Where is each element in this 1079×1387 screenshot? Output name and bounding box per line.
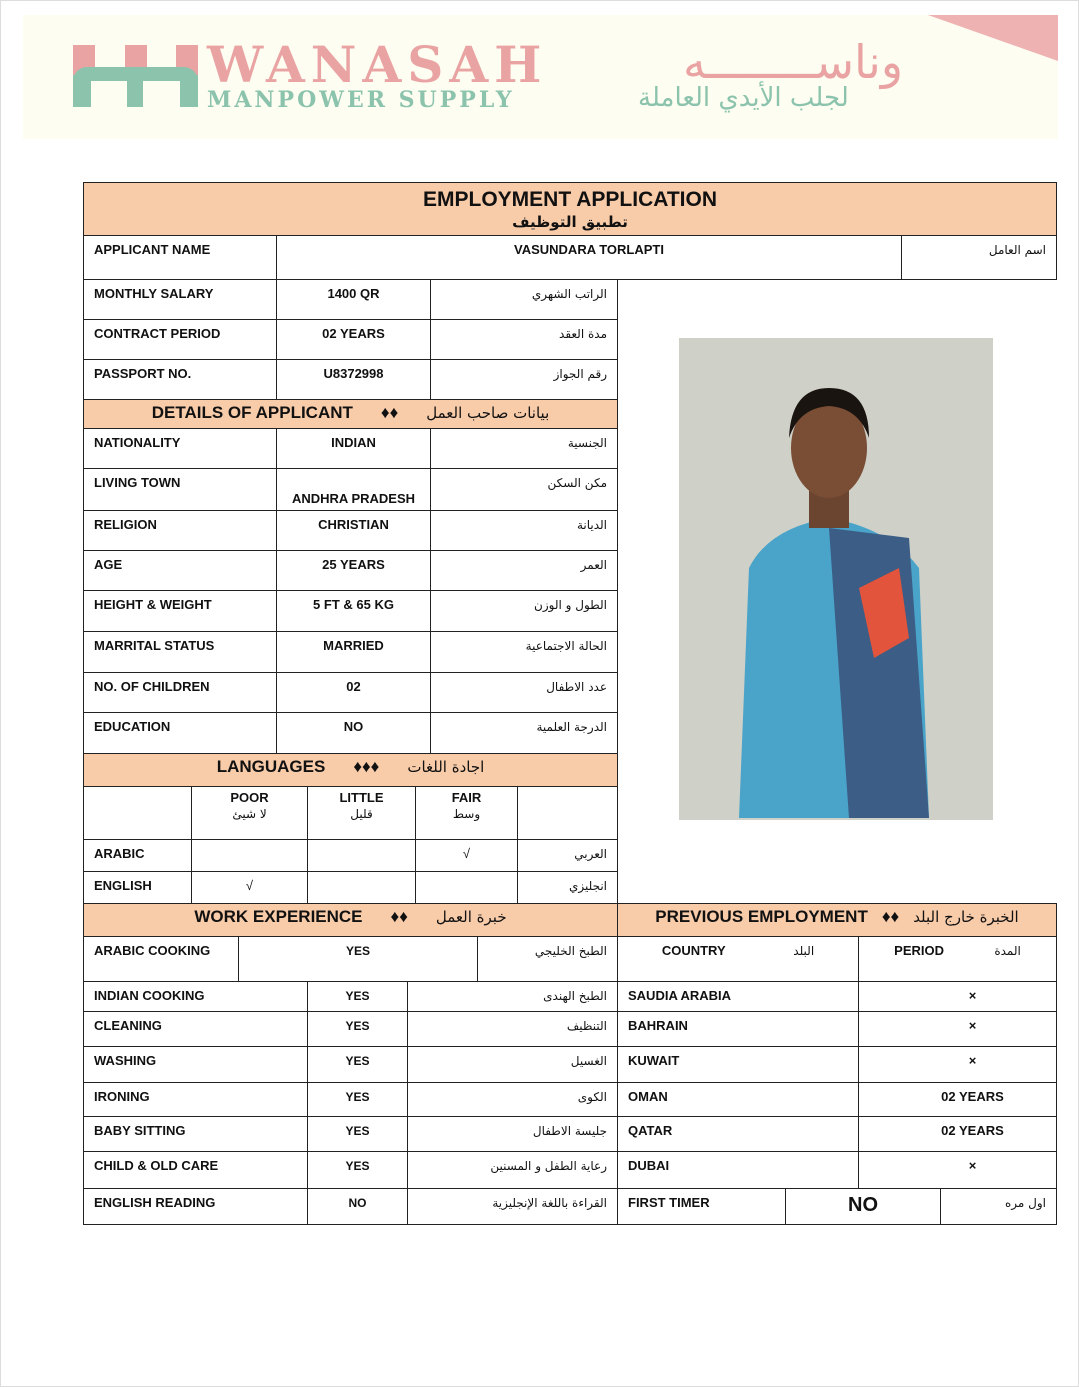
field-value: 5 FT & 65 KG	[276, 590, 431, 632]
work-skill-label-arabic: القراءة باللغة الإنجليزية	[407, 1188, 618, 1225]
country-column-header	[617, 936, 859, 982]
logo-icon	[73, 45, 198, 107]
header-title-arabic: خبرة العمل	[435, 908, 507, 926]
work-skill-label-arabic: رعاية الطفل و المسنين	[407, 1151, 618, 1189]
field-value: NO	[276, 712, 431, 754]
applicant-name-label-arabic: اسم العامل	[901, 235, 1057, 280]
work-skill-label-arabic: الطبخ الهندى	[407, 981, 618, 1012]
header-title-arabic: اجادة اللغات	[407, 758, 485, 776]
field-label: HEIGHT & WEIGHT	[83, 590, 277, 632]
period-label-arabic: المدة	[994, 944, 1021, 958]
work-skill-value: YES	[307, 1151, 408, 1189]
language-name-arabic: العربي	[517, 839, 618, 872]
work-skill-label: CLEANING	[83, 1011, 308, 1047]
field-label: LIVING TOWN	[83, 468, 277, 511]
language-name: ENGLISH	[83, 871, 192, 904]
work-skill-label: WASHING	[83, 1046, 308, 1083]
diamond-icon: ♦♦♦	[353, 757, 380, 776]
work-skill-label-arabic: جليسة الاطفال	[407, 1116, 618, 1152]
work-skill-label: ENGLISH READING	[83, 1188, 308, 1225]
period-column-header	[858, 936, 1057, 982]
field-label-arabic: العمر	[430, 550, 618, 591]
first-timer-label: FIRST TIMER	[617, 1188, 786, 1225]
previous-period: 02 YEARS	[858, 1116, 1057, 1152]
work-skill-value: YES	[307, 1011, 408, 1047]
country-label-arabic: البلد	[793, 944, 815, 958]
work-skill-value: YES	[307, 981, 408, 1012]
field-label: EDUCATION	[83, 712, 277, 754]
level-label: FAIR	[451, 790, 482, 805]
field-label: MARRITAL STATUS	[83, 631, 277, 673]
previous-period: ×	[858, 1011, 1057, 1047]
field-label-arabic: مدة العقد	[430, 319, 618, 360]
first-timer-value: NO	[785, 1188, 941, 1225]
applicant-name-value: VASUNDARA TORLAPTI	[276, 235, 902, 280]
work-skill-label-arabic: الغسيل	[407, 1046, 618, 1083]
header-title: DETAILS OF APPLICANT	[151, 403, 353, 422]
header-title-arabic: بيانات صاحب العمل	[426, 404, 550, 422]
field-value: 25 YEARS	[276, 550, 431, 591]
previous-employment-header	[617, 903, 1057, 937]
previous-country: BAHRAIN	[617, 1011, 859, 1047]
language-level-header	[415, 786, 518, 840]
language-check-poor	[191, 839, 308, 872]
field-label-arabic: الدرجة العلمية	[430, 712, 618, 754]
work-skill-value: YES	[307, 1082, 408, 1117]
previous-period: ×	[858, 981, 1057, 1012]
field-value: ANDHRA PRADESH	[276, 468, 431, 511]
work-skill-label: INDIAN COOKING	[83, 981, 308, 1012]
work-skill-value: YES	[238, 936, 478, 982]
diamond-icon: ♦♦	[390, 907, 408, 926]
previous-country: SAUDIA ARABIA	[617, 981, 859, 1012]
language-check-little	[307, 871, 416, 904]
corner-decoration	[928, 15, 1058, 61]
work-experience-header	[83, 903, 618, 937]
level-label: LITTLE	[339, 790, 384, 805]
field-label: AGE	[83, 550, 277, 591]
work-skill-label: CHILD & OLD CARE	[83, 1151, 308, 1189]
blank-cell	[517, 786, 618, 840]
field-label-arabic: رقم الجواز	[430, 359, 618, 400]
work-skill-label: BABY SITTING	[83, 1116, 308, 1152]
level-label-arabic: لا شيئ	[232, 807, 267, 821]
work-skill-label: IRONING	[83, 1082, 308, 1117]
work-skill-value: YES	[307, 1046, 408, 1083]
language-check-fair: √	[415, 839, 518, 872]
field-value: INDIAN	[276, 428, 431, 469]
applicant-name-label: APPLICANT NAME	[83, 235, 277, 280]
form-title-band	[83, 182, 1057, 236]
language-level-header	[191, 786, 308, 840]
diamond-icon: ♦♦	[380, 403, 399, 422]
previous-country: QATAR	[617, 1116, 859, 1152]
field-value: U8372998	[276, 359, 431, 400]
field-value: 1400 QR	[276, 279, 431, 320]
header-title-arabic: الخبرة خارج البلد	[913, 908, 1019, 926]
language-level-header	[307, 786, 416, 840]
work-skill-value: YES	[307, 1116, 408, 1152]
country-label: COUNTRY	[661, 943, 726, 958]
field-label-arabic: مكن السكن	[430, 468, 618, 511]
field-label-arabic: الطول و الوزن	[430, 590, 618, 632]
previous-country: OMAN	[617, 1082, 859, 1117]
work-skill-label-arabic: الكوى	[407, 1082, 618, 1117]
previous-country: KUWAIT	[617, 1046, 859, 1083]
brand-name-arabic: وناســــــــه	[683, 35, 904, 89]
letterhead-banner	[23, 15, 1058, 139]
form-title: EMPLOYMENT APPLICATION	[423, 188, 717, 211]
field-label-arabic: الراتب الشهري	[430, 279, 618, 320]
level-label-arabic: وسط	[452, 807, 481, 821]
language-check-fair	[415, 871, 518, 904]
languages-section-header	[83, 753, 618, 787]
form-title-arabic: تطبيق التوظيف	[512, 213, 628, 231]
previous-period: ×	[858, 1046, 1057, 1083]
language-name-arabic: انجليزي	[517, 871, 618, 904]
blank-cell	[83, 786, 192, 840]
header-title: PREVIOUS EMPLOYMENT	[655, 907, 868, 926]
field-label-arabic: الحالة الاجتماعية	[430, 631, 618, 673]
diamond-icon: ♦♦	[881, 907, 900, 926]
field-label: CONTRACT PERIOD	[83, 319, 277, 360]
field-label: NO. OF CHILDREN	[83, 672, 277, 713]
field-value: 02 YEARS	[276, 319, 431, 360]
work-skill-label-arabic: الطبخ الخليجي	[477, 936, 618, 982]
field-value: 02	[276, 672, 431, 713]
work-skill-value: NO	[307, 1188, 408, 1225]
period-label: PERIOD	[894, 943, 944, 958]
applicant-photo	[679, 338, 993, 820]
field-label-arabic: الجنسية	[430, 428, 618, 469]
field-label-arabic: عدد الاطفال	[430, 672, 618, 713]
field-label: RELIGION	[83, 510, 277, 551]
header-title: WORK EXPERIENCE	[194, 907, 363, 926]
brand-name: WANASAH	[207, 35, 548, 94]
work-skill-label: ARABIC COOKING	[83, 936, 239, 982]
language-check-poor: √	[191, 871, 308, 904]
details-section-header	[83, 399, 618, 429]
header-title: LANGUAGES	[216, 757, 326, 776]
brand-tagline: MANPOWER SUPPLY	[207, 87, 515, 113]
field-label: PASSPORT NO.	[83, 359, 277, 400]
brand-tagline-arabic: لجلب الأيدي العاملة	[638, 83, 849, 113]
language-check-little	[307, 839, 416, 872]
previous-period: ×	[858, 1151, 1057, 1189]
field-label: NATIONALITY	[83, 428, 277, 469]
field-label: MONTHLY SALARY	[83, 279, 277, 320]
first-timer-label-arabic: اول مره	[940, 1188, 1057, 1225]
field-label-arabic: الديانة	[430, 510, 618, 551]
language-name: ARABIC	[83, 839, 192, 872]
previous-country: DUBAI	[617, 1151, 859, 1189]
field-value: MARRIED	[276, 631, 431, 673]
field-value: CHRISTIAN	[276, 510, 431, 551]
work-skill-label-arabic: التنظيف	[407, 1011, 618, 1047]
level-label: POOR	[230, 790, 269, 805]
level-label-arabic: قليل	[350, 807, 373, 821]
previous-period: 02 YEARS	[858, 1082, 1057, 1117]
